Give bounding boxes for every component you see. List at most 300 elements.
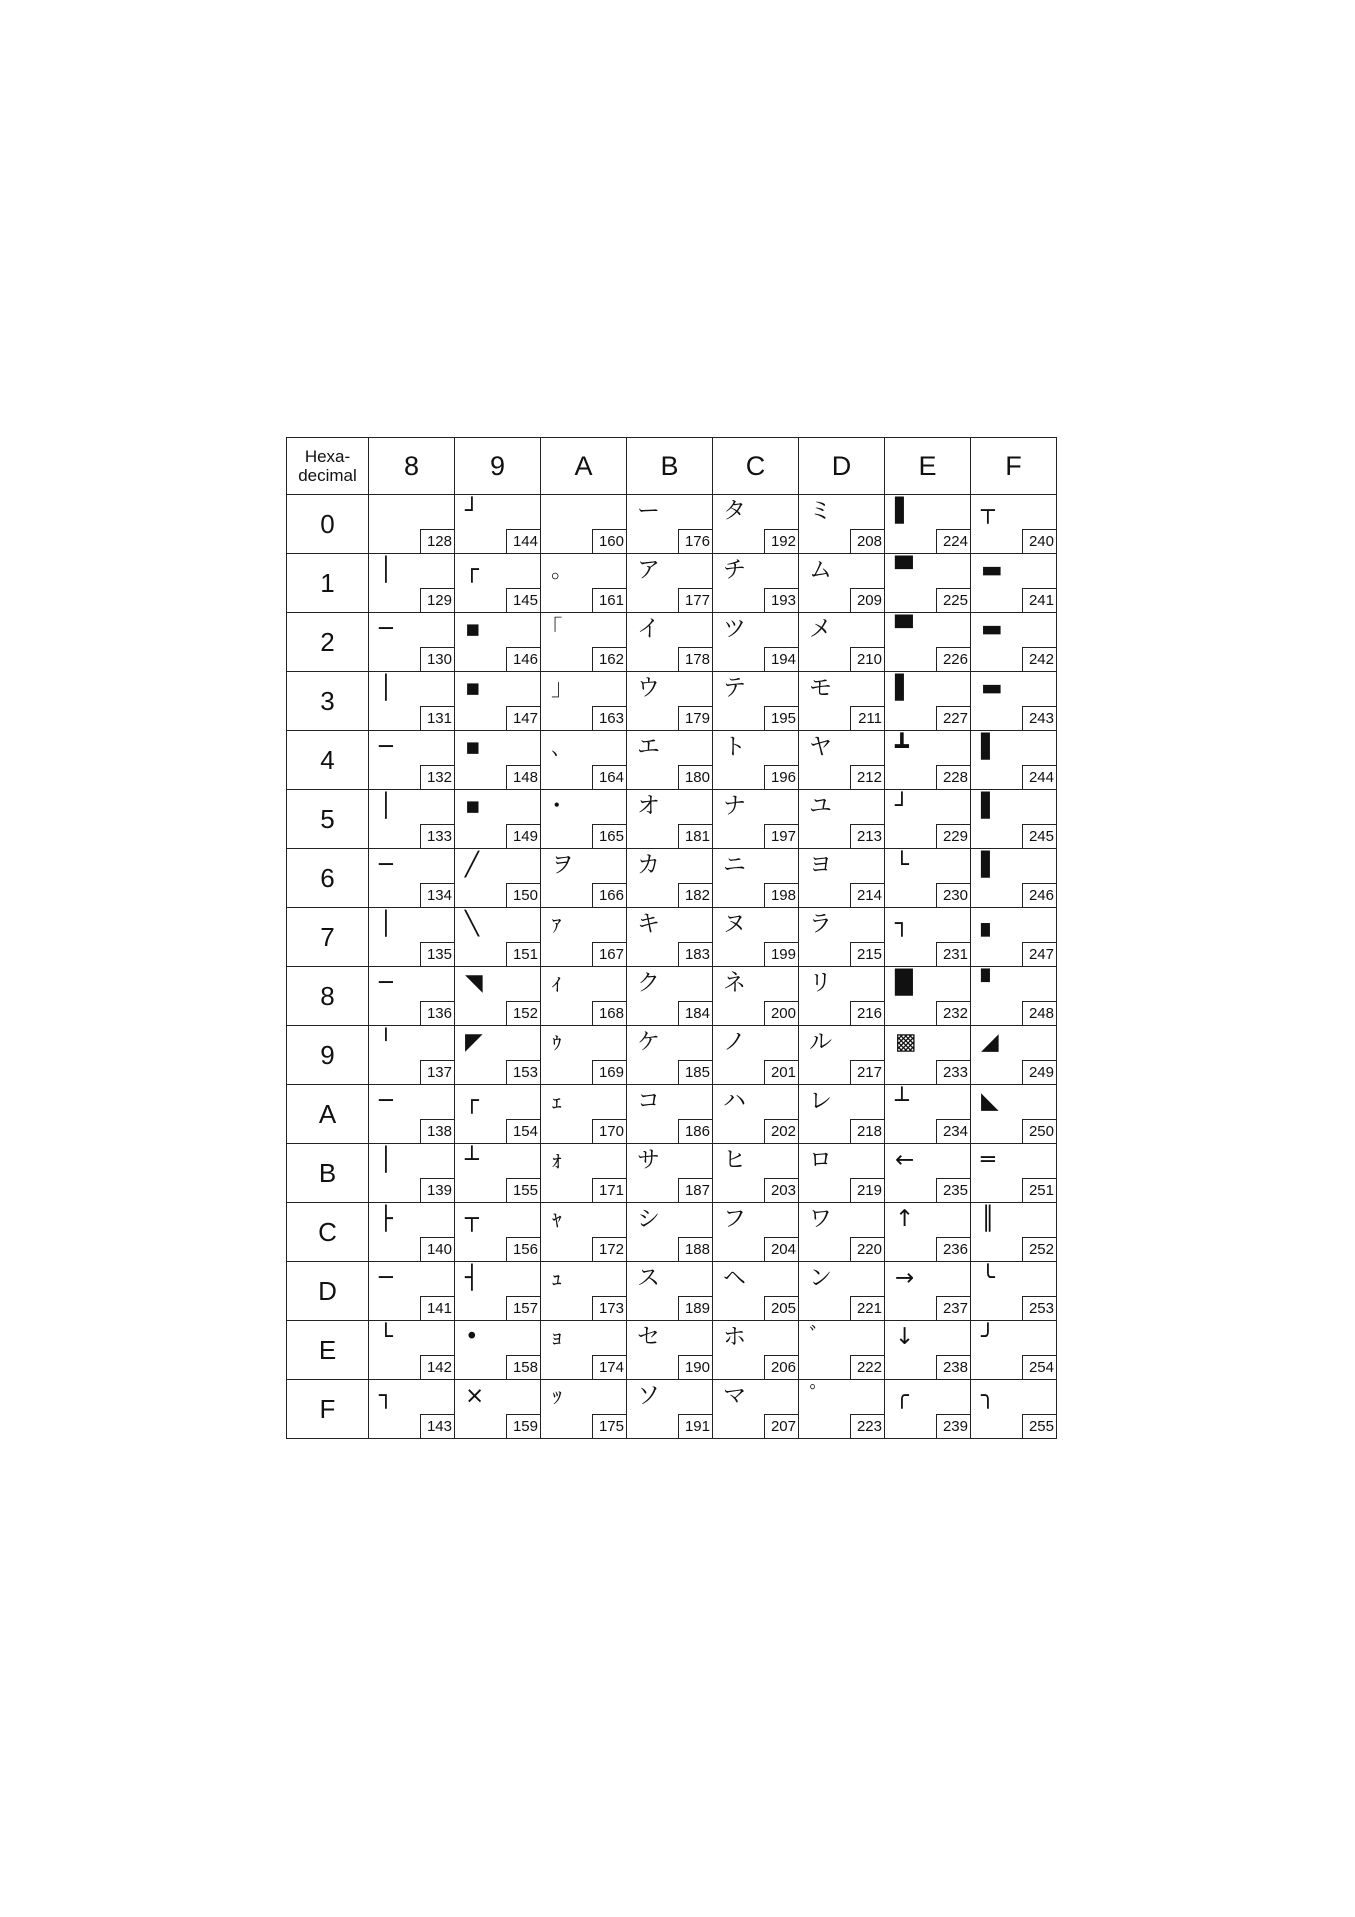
code-cell xyxy=(369,1380,455,1439)
character-glyph: ─ xyxy=(379,970,393,996)
character-glyph: ─ xyxy=(379,852,393,878)
decimal-code: 193 xyxy=(764,588,798,612)
character-glyph: コ xyxy=(637,1088,660,1114)
cell-content xyxy=(369,554,454,612)
character-glyph: ロ xyxy=(809,1147,832,1173)
cell-content xyxy=(971,731,1056,789)
cell-content xyxy=(455,1085,540,1143)
character-glyph: █ xyxy=(895,970,913,996)
code-cell xyxy=(369,908,455,967)
decimal-code: 226 xyxy=(936,647,970,671)
character-glyph: ▀ xyxy=(895,616,913,642)
code-cell xyxy=(713,495,799,554)
cell-content xyxy=(713,790,798,848)
character-glyph: ヤ xyxy=(809,734,832,760)
character-glyph: ネ xyxy=(723,970,746,996)
cell-content xyxy=(713,554,798,612)
decimal-code: 164 xyxy=(592,765,626,789)
cell-content xyxy=(369,790,454,848)
cell-content xyxy=(971,554,1056,612)
code-cell xyxy=(885,1085,971,1144)
character-glyph: │ xyxy=(379,793,393,819)
code-cell xyxy=(799,967,885,1026)
cell-content xyxy=(369,613,454,671)
cell-content xyxy=(369,731,454,789)
character-glyph: ｩ xyxy=(551,1029,563,1055)
character-glyph: ｬ xyxy=(551,1206,563,1232)
cell-content xyxy=(885,672,970,730)
character-glyph: シ xyxy=(637,1206,660,1232)
table-row xyxy=(287,908,1057,967)
cell-content xyxy=(627,672,712,730)
cell-content xyxy=(455,1262,540,1320)
cell-content xyxy=(971,495,1056,553)
code-cell xyxy=(541,849,627,908)
cell-content xyxy=(971,1144,1056,1202)
code-cell xyxy=(455,1203,541,1262)
cell-content xyxy=(541,849,626,907)
cell-content xyxy=(369,1321,454,1379)
character-glyph: ╯ xyxy=(981,1324,995,1350)
decimal-code: 241 xyxy=(1022,588,1056,612)
cell-content xyxy=(541,554,626,612)
cell-content xyxy=(713,1203,798,1261)
decimal-code: 171 xyxy=(592,1178,626,1202)
character-glyph: ミ xyxy=(809,498,832,524)
code-cell xyxy=(455,908,541,967)
cell-content xyxy=(627,731,712,789)
cell-content xyxy=(541,1144,626,1202)
code-cell xyxy=(971,731,1057,790)
cell-content xyxy=(455,967,540,1025)
decimal-code: 207 xyxy=(764,1414,798,1438)
code-cell xyxy=(455,1085,541,1144)
code-cell xyxy=(541,908,627,967)
decimal-code: 167 xyxy=(592,942,626,966)
code-cell xyxy=(369,1262,455,1321)
decimal-code: 253 xyxy=(1022,1296,1056,1320)
cell-content xyxy=(455,849,540,907)
character-glyph: ｭ xyxy=(551,1265,563,1291)
decimal-code: 169 xyxy=(592,1060,626,1084)
cell-content xyxy=(369,1085,454,1143)
decimal-code: 202 xyxy=(764,1119,798,1143)
character-glyph: チ xyxy=(723,557,746,583)
character-glyph: ╰ xyxy=(981,1265,995,1291)
code-cell xyxy=(713,1026,799,1085)
code-cell xyxy=(885,967,971,1026)
cell-content xyxy=(541,613,626,671)
code-cell xyxy=(885,1203,971,1262)
character-glyph: ▘ xyxy=(981,970,999,996)
decimal-code: 245 xyxy=(1022,824,1056,848)
decimal-code: 158 xyxy=(506,1355,540,1379)
decimal-code: 180 xyxy=(678,765,712,789)
code-cell xyxy=(369,495,455,554)
decimal-code: 130 xyxy=(420,647,454,671)
character-glyph: │ xyxy=(379,911,393,937)
decimal-code: 240 xyxy=(1022,529,1056,553)
decimal-code: 206 xyxy=(764,1355,798,1379)
decimal-code: 195 xyxy=(764,706,798,730)
cell-content xyxy=(885,790,970,848)
code-cell xyxy=(627,672,713,731)
character-glyph: ｧ xyxy=(551,911,563,937)
character-glyph: リ xyxy=(809,970,832,996)
decimal-code: 159 xyxy=(506,1414,540,1438)
character-glyph: タ xyxy=(723,498,746,524)
cell-content xyxy=(627,849,712,907)
decimal-code: 138 xyxy=(420,1119,454,1143)
character-code-table xyxy=(286,437,1057,1439)
code-cell xyxy=(971,495,1057,554)
hexadecimal-header-label: Hexa- decimal xyxy=(298,447,357,485)
cell-content xyxy=(627,1321,712,1379)
decimal-code: 153 xyxy=(506,1060,540,1084)
code-cell xyxy=(627,1144,713,1203)
cell-content xyxy=(455,1026,540,1084)
code-cell xyxy=(627,731,713,790)
decimal-code: 227 xyxy=(936,706,970,730)
decimal-code: 132 xyxy=(420,765,454,789)
cell-content xyxy=(627,613,712,671)
character-glyph: ┌ xyxy=(465,557,479,583)
character-glyph: ┤ xyxy=(465,1265,479,1291)
code-cell xyxy=(627,1026,713,1085)
decimal-code: 217 xyxy=(850,1060,884,1084)
row-header: 1 xyxy=(287,554,369,613)
cell-content xyxy=(541,672,626,730)
code-cell xyxy=(885,1262,971,1321)
code-cell xyxy=(369,790,455,849)
character-glyph: ハ xyxy=(723,1088,746,1114)
cell-content xyxy=(455,672,540,730)
cell-content xyxy=(713,1321,798,1379)
decimal-code: 235 xyxy=(936,1178,970,1202)
cell-content xyxy=(713,1026,798,1084)
character-glyph: テ xyxy=(723,675,746,701)
cell-content xyxy=(455,613,540,671)
table-row xyxy=(287,1203,1057,1262)
code-cell xyxy=(971,672,1057,731)
cell-content xyxy=(369,1203,454,1261)
character-glyph: ═ xyxy=(981,1147,995,1173)
character-glyph: ┌ xyxy=(465,1088,479,1114)
decimal-code: 254 xyxy=(1022,1355,1056,1379)
character-glyph: ヌ xyxy=(723,911,746,937)
row-header: 6 xyxy=(287,849,369,908)
code-cell xyxy=(713,1085,799,1144)
decimal-code: 232 xyxy=(936,1001,970,1025)
decimal-code: 242 xyxy=(1022,647,1056,671)
cell-content xyxy=(627,967,712,1025)
code-cell xyxy=(369,1321,455,1380)
code-cell xyxy=(885,1144,971,1203)
row-header: 8 xyxy=(287,967,369,1026)
cell-content xyxy=(369,967,454,1025)
cell-content xyxy=(971,672,1056,730)
code-cell xyxy=(541,1380,627,1439)
cell-content xyxy=(369,1026,454,1084)
code-cell xyxy=(369,1144,455,1203)
character-glyph: • xyxy=(465,1324,479,1350)
cell-content xyxy=(369,1144,454,1202)
code-cell xyxy=(713,1144,799,1203)
cell-content xyxy=(885,1321,970,1379)
code-cell xyxy=(799,731,885,790)
character-glyph: ╱ xyxy=(465,852,479,878)
character-glyph: ナ xyxy=(723,793,746,819)
cell-content xyxy=(713,967,798,1025)
character-glyph: ↑ xyxy=(895,1206,915,1232)
decimal-code: 157 xyxy=(506,1296,540,1320)
code-cell xyxy=(627,1262,713,1321)
code-cell xyxy=(713,672,799,731)
character-glyph: ユ xyxy=(809,793,832,819)
code-cell xyxy=(369,613,455,672)
column-header: E xyxy=(885,438,971,495)
decimal-code: 137 xyxy=(420,1060,454,1084)
code-cell xyxy=(369,967,455,1026)
cell-content xyxy=(455,790,540,848)
decimal-code: 165 xyxy=(592,824,626,848)
cell-content xyxy=(971,967,1056,1025)
decimal-code: 168 xyxy=(592,1001,626,1025)
decimal-code: 236 xyxy=(936,1237,970,1261)
column-header: D xyxy=(799,438,885,495)
code-cell xyxy=(541,967,627,1026)
decimal-code: 197 xyxy=(764,824,798,848)
cell-content xyxy=(971,849,1056,907)
decimal-code: 194 xyxy=(764,647,798,671)
decimal-code: 214 xyxy=(850,883,884,907)
column-header: A xyxy=(541,438,627,495)
code-cell xyxy=(799,1144,885,1203)
character-glyph: ─ xyxy=(379,616,393,642)
character-glyph: ├ xyxy=(379,1206,393,1232)
character-glyph: イ xyxy=(637,616,660,642)
cell-content xyxy=(885,1380,970,1438)
row-header: C xyxy=(287,1203,369,1262)
character-glyph: ▩ xyxy=(895,1029,917,1055)
cell-content xyxy=(369,908,454,966)
character-glyph: ▌ xyxy=(895,498,913,524)
code-cell xyxy=(971,908,1057,967)
decimal-code: 192 xyxy=(764,529,798,553)
character-glyph: ┻ xyxy=(895,734,909,760)
character-glyph: ╮ xyxy=(981,1383,995,1409)
cell-content xyxy=(799,908,884,966)
cell-content xyxy=(369,495,454,553)
row-header: 0 xyxy=(287,495,369,554)
decimal-code: 162 xyxy=(592,647,626,671)
code-cell xyxy=(799,1380,885,1439)
character-glyph: ウ xyxy=(637,675,660,701)
code-cell xyxy=(971,554,1057,613)
cell-content xyxy=(455,908,540,966)
code-cell xyxy=(885,672,971,731)
cell-content xyxy=(885,554,970,612)
code-cell xyxy=(799,1262,885,1321)
cell-content xyxy=(541,495,626,553)
character-glyph: ｪ xyxy=(551,1088,563,1114)
character-glyph: ヒ xyxy=(723,1147,746,1173)
cell-content xyxy=(713,495,798,553)
code-cell xyxy=(455,495,541,554)
code-cell xyxy=(627,790,713,849)
cell-content xyxy=(541,908,626,966)
cell-content xyxy=(971,1203,1056,1261)
cell-content xyxy=(713,849,798,907)
cell-content xyxy=(369,1262,454,1320)
code-cell xyxy=(799,613,885,672)
decimal-code: 234 xyxy=(936,1119,970,1143)
character-glyph: │ xyxy=(379,1147,393,1173)
code-cell xyxy=(541,731,627,790)
code-cell xyxy=(369,1085,455,1144)
table-row xyxy=(287,1144,1057,1203)
character-glyph: ┴ xyxy=(895,1088,909,1114)
cell-content xyxy=(541,731,626,789)
character-glyph: ケ xyxy=(637,1029,660,1055)
column-header: 8 xyxy=(369,438,455,495)
row-header: E xyxy=(287,1321,369,1380)
row-header: 4 xyxy=(287,731,369,790)
decimal-code: 250 xyxy=(1022,1119,1056,1143)
code-cell xyxy=(971,1380,1057,1439)
character-glyph: ▌ xyxy=(981,793,999,819)
cell-content xyxy=(627,1085,712,1143)
decimal-code: 200 xyxy=(764,1001,798,1025)
decimal-code: 248 xyxy=(1022,1001,1056,1025)
decimal-code: 219 xyxy=(850,1178,884,1202)
decimal-code: 150 xyxy=(506,883,540,907)
code-cell xyxy=(885,731,971,790)
decimal-code: 142 xyxy=(420,1355,454,1379)
row-header: 5 xyxy=(287,790,369,849)
code-cell xyxy=(627,554,713,613)
character-glyph: ╲ xyxy=(465,911,479,937)
decimal-code: 183 xyxy=(678,942,712,966)
column-header: F xyxy=(971,438,1057,495)
decimal-code: 141 xyxy=(420,1296,454,1320)
cell-content xyxy=(369,1380,454,1438)
cell-content xyxy=(627,1380,712,1438)
decimal-code: 154 xyxy=(506,1119,540,1143)
cell-content xyxy=(885,613,970,671)
decimal-code: 178 xyxy=(678,647,712,671)
character-glyph: ク xyxy=(637,970,660,996)
decimal-code: 147 xyxy=(506,706,540,730)
cell-content xyxy=(713,672,798,730)
character-glyph: ス xyxy=(637,1265,660,1291)
character-glyph: ヨ xyxy=(809,852,832,878)
cell-content xyxy=(455,1321,540,1379)
cell-content xyxy=(799,1203,884,1261)
decimal-code: 243 xyxy=(1022,706,1056,730)
code-cell xyxy=(455,731,541,790)
code-cell xyxy=(627,849,713,908)
code-cell xyxy=(369,1203,455,1262)
character-glyph: ｣ xyxy=(551,675,563,701)
character-glyph: ｢ xyxy=(551,616,563,642)
cell-content xyxy=(799,1026,884,1084)
decimal-code: 143 xyxy=(420,1414,454,1438)
cell-content xyxy=(541,1380,626,1438)
character-glyph: ◤ xyxy=(465,1029,483,1055)
decimal-code: 173 xyxy=(592,1296,626,1320)
cell-content xyxy=(885,908,970,966)
decimal-code: 218 xyxy=(850,1119,884,1143)
character-glyph: ▌ xyxy=(981,852,999,878)
code-cell xyxy=(885,1026,971,1085)
cell-content xyxy=(541,1026,626,1084)
character-glyph: ┘ xyxy=(465,498,479,524)
decimal-code: 144 xyxy=(506,529,540,553)
code-cell xyxy=(455,613,541,672)
cell-content xyxy=(713,731,798,789)
cell-content xyxy=(713,613,798,671)
table-row xyxy=(287,672,1057,731)
code-cell xyxy=(971,790,1057,849)
code-cell xyxy=(541,790,627,849)
character-glyph: ニ xyxy=(723,852,746,878)
character-glyph: メ xyxy=(809,616,832,642)
character-glyph: ヘ xyxy=(723,1265,746,1291)
code-cell xyxy=(971,849,1057,908)
character-glyph: ト xyxy=(723,734,746,760)
cell-content xyxy=(885,1026,970,1084)
cell-content xyxy=(713,908,798,966)
decimal-code: 161 xyxy=(592,588,626,612)
character-glyph: ╭ xyxy=(895,1383,909,1409)
code-cell xyxy=(455,672,541,731)
cell-content xyxy=(971,1380,1056,1438)
character-glyph: ･ xyxy=(551,793,563,819)
decimal-code: 140 xyxy=(420,1237,454,1261)
decimal-code: 212 xyxy=(850,765,884,789)
decimal-code: 170 xyxy=(592,1119,626,1143)
code-cell xyxy=(713,967,799,1026)
character-glyph: │ xyxy=(379,675,393,701)
code-cell xyxy=(541,1321,627,1380)
code-cell xyxy=(369,672,455,731)
decimal-code: 190 xyxy=(678,1355,712,1379)
table-row xyxy=(287,967,1057,1026)
character-glyph: ┘ xyxy=(895,793,909,819)
character-glyph: ▬ xyxy=(981,675,1003,701)
character-glyph: フ xyxy=(723,1206,746,1232)
character-glyph: ┐ xyxy=(895,911,909,937)
code-cell xyxy=(369,554,455,613)
code-cell xyxy=(713,1321,799,1380)
table-row xyxy=(287,1085,1057,1144)
code-cell xyxy=(713,731,799,790)
code-cell xyxy=(971,1144,1057,1203)
code-cell xyxy=(885,495,971,554)
decimal-code: 166 xyxy=(592,883,626,907)
cell-content xyxy=(627,495,712,553)
decimal-code: 191 xyxy=(678,1414,712,1438)
cell-content xyxy=(971,613,1056,671)
decimal-code: 209 xyxy=(850,588,884,612)
decimal-code: 223 xyxy=(850,1414,884,1438)
code-cell xyxy=(541,554,627,613)
cell-content xyxy=(713,1085,798,1143)
code-cell xyxy=(713,1203,799,1262)
cell-content xyxy=(799,1262,884,1320)
cell-content xyxy=(713,1262,798,1320)
